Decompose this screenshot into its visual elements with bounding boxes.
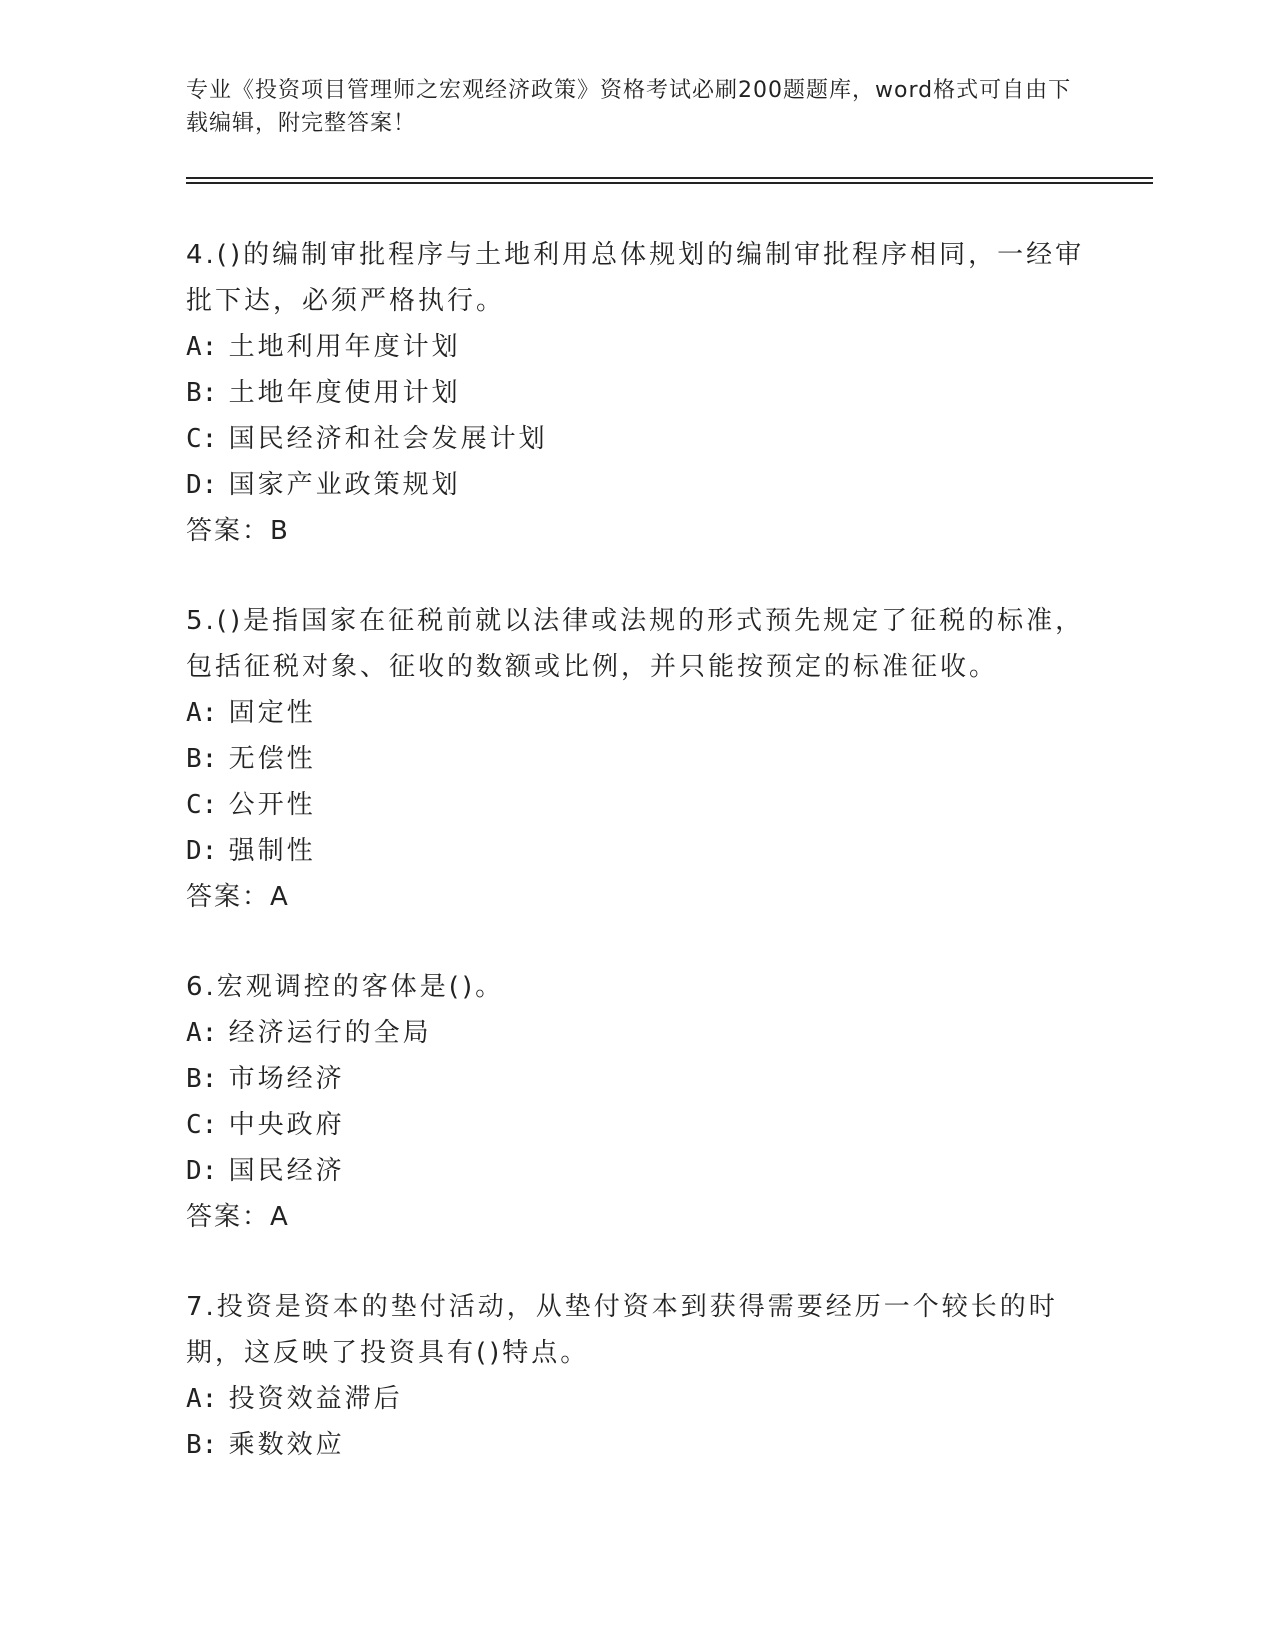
- question-stem: 5.()是指国家在征税前就以法律或法规的形式预先规定了征税的标准，包括征税对象、征收的数额或比例，并只能按预定的标准征收。: [186, 606, 1085, 682]
- option-text: 土地年度使用计划: [228, 378, 461, 408]
- option-a: [186, 1010, 1086, 1056]
- option-text: 国民经济: [228, 1156, 345, 1186]
- option-c: [186, 782, 1086, 828]
- option-c: [186, 416, 1086, 462]
- option-letter: A:: [186, 698, 218, 728]
- option-text: 国民经济和社会发展计划: [228, 424, 548, 454]
- question-6: [186, 964, 1086, 1240]
- option-text: 市场经济: [228, 1064, 345, 1094]
- option-c: [186, 1102, 1086, 1148]
- answer-line: 答案：B: [186, 516, 290, 546]
- option-a: [186, 324, 1086, 370]
- option-text: 强制性: [228, 836, 316, 866]
- option-d: [186, 462, 1086, 508]
- option-letter: A:: [186, 1384, 218, 1414]
- option-letter: C:: [186, 790, 218, 820]
- question-7: [186, 1284, 1086, 1468]
- option-text: 国家产业政策规划: [228, 470, 461, 500]
- option-text: 固定性: [228, 698, 316, 728]
- option-letter: D:: [186, 836, 218, 866]
- option-b: [186, 1056, 1086, 1102]
- header-text: 专业《投资项目管理师之宏观经济政策》资格考试必刷200题题库，word格式可自由下载编辑，附完整答案！: [186, 78, 1072, 136]
- option-letter: B:: [186, 378, 218, 408]
- option-text: 投资效益滞后: [228, 1384, 403, 1414]
- option-letter: C:: [186, 424, 218, 454]
- option-b: [186, 1422, 1086, 1468]
- question-stem: 4.()的编制审批程序与土地利用总体规划的编制审批程序相同，一经审批下达，必须严格执行。: [186, 240, 1085, 316]
- document-header: [186, 74, 1076, 140]
- option-text: 乘数效应: [228, 1430, 345, 1460]
- option-letter: B:: [186, 1064, 218, 1094]
- option-b: [186, 736, 1086, 782]
- option-text: 公开性: [228, 790, 316, 820]
- option-text: 无偿性: [228, 744, 316, 774]
- option-d: [186, 828, 1086, 874]
- option-text: 经济运行的全局: [228, 1018, 432, 1048]
- option-a: [186, 1376, 1086, 1422]
- answer-line: 答案：A: [186, 1202, 290, 1232]
- option-text: 土地利用年度计划: [228, 332, 461, 362]
- header-divider-top: [186, 177, 1153, 179]
- option-letter: A:: [186, 332, 218, 362]
- option-letter: B:: [186, 1430, 218, 1460]
- question-4: [186, 232, 1086, 554]
- header-divider-bottom: [186, 182, 1153, 184]
- question-list: [186, 232, 1086, 1512]
- option-d: [186, 1148, 1086, 1194]
- option-letter: D:: [186, 470, 218, 500]
- option-letter: B:: [186, 744, 218, 774]
- option-b: [186, 370, 1086, 416]
- option-text: 中央政府: [228, 1110, 345, 1140]
- question-5: [186, 598, 1086, 920]
- question-stem: 6.宏观调控的客体是()。: [186, 972, 505, 1002]
- option-letter: A:: [186, 1018, 218, 1048]
- option-a: [186, 690, 1086, 736]
- question-stem: 7.投资是资本的垫付活动，从垫付资本到获得需要经历一个较长的时期，这反映了投资具有()特点。: [186, 1292, 1058, 1368]
- answer-line: 答案：A: [186, 882, 290, 912]
- option-letter: D:: [186, 1156, 218, 1186]
- option-letter: C:: [186, 1110, 218, 1140]
